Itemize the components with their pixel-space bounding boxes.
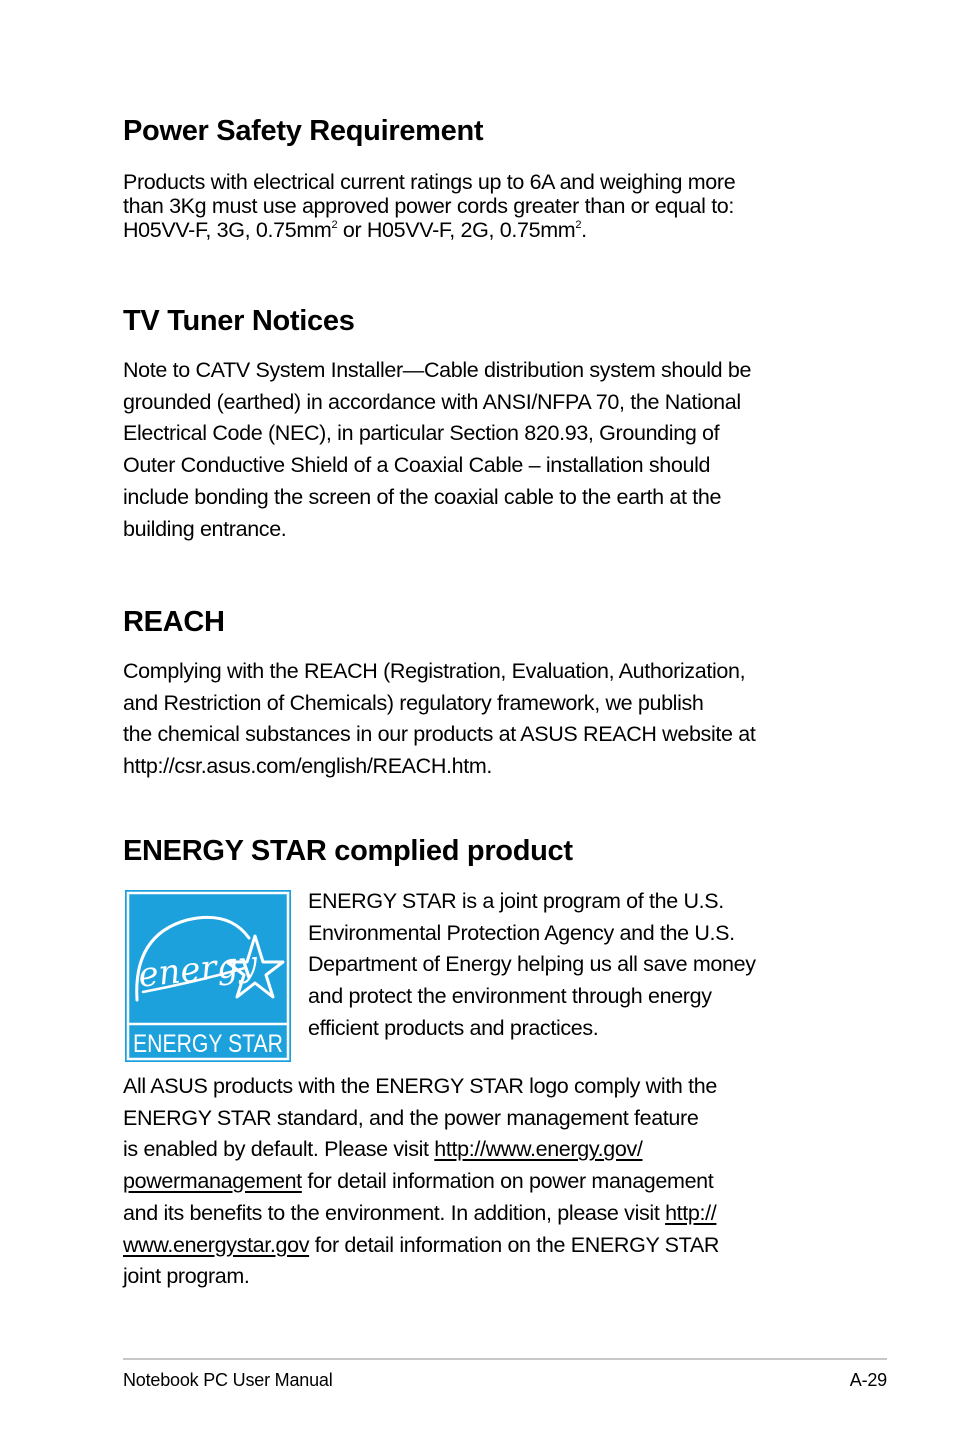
energy-body-text: and its benefits to the environment. In addition, please visit [123,1200,666,1225]
footer-page-number: A-29 [849,1370,887,1390]
power-line-3-b: or H05VV-F, 2G, 0.75mm [337,218,576,242]
tv-line: grounded (earthed) in accordance with ANSI/NFPA 70, the National [123,389,741,414]
reach-heading: REACH [123,606,225,638]
energy-star-heading: ENERGY STAR complied product [123,835,573,867]
reach-line: and Restriction of Chemicals) regulatory framework, we publish [123,690,704,715]
energy-star-logo-icon [125,890,291,1062]
energy-intro-line: ENERGY STAR is a joint program of the U.S. [308,889,724,913]
energy-body-text: for detail information on the ENERGY STAR [309,1232,720,1257]
superscript-2: 2 [331,219,338,231]
energy-gov-link-continued[interactable]: powermanagement [123,1169,302,1194]
power-line-3 [123,218,735,242]
power-line-3-a: H05VV-F, 3G, 0.75mm [123,218,332,242]
tv-line: building entrance. [123,516,287,541]
logo-label: ENERGY STAR [133,1030,283,1058]
energy-intro-line: Environmental Protection Agency and the U.S. [308,920,735,945]
energy-body-line: All ASUS products with the ENERGY STAR logo comply with the [123,1074,717,1098]
energy-star-intro [308,886,756,1045]
reach-line: http://csr.asus.com/english/REACH.htm. [123,754,493,779]
power-line-2: than 3Kg must use approved power cords greater than or equal to: [123,194,735,218]
tv-line: Note to CATV System Installer—Cable distribution system should be [123,358,752,382]
tv-tuner-heading: TV Tuner Notices [123,305,355,337]
energy-body-text: is enabled by default. Please visit [123,1137,435,1162]
energy-body-line: joint program. [123,1264,250,1289]
energy-body-line [123,1230,719,1262]
tv-line: include bonding the screen of the coaxial cable to the earth at the [123,484,722,509]
power-line-1: Products with electrical current ratings up to 6A and weighing more [123,170,736,194]
superscript-2: 2 [575,219,582,231]
reach-line: the chemical substances in our products at ASUS REACH website at [123,722,756,747]
energy-body-line [123,1134,719,1166]
power-safety-heading: Power Safety Requirement [123,115,484,147]
energy-intro-line: Department of Energy helping us all save money [308,952,756,977]
energy-gov-link[interactable]: http://www.energy.gov/ [434,1137,643,1162]
energy-body-line: ENERGY STAR standard, and the power management feature [123,1105,699,1130]
tv-line: Outer Conductive Shield of a Coaxial Cable – installation should [123,453,711,478]
energy-intro-line: and protect the environment through energy [308,984,712,1009]
power-safety-paragraph [123,170,735,242]
energy-body-line [123,1198,719,1230]
logo-script-text: energy [136,943,260,996]
energy-body-line [123,1166,719,1198]
energystar-gov-link-continued[interactable]: www.energystar.gov [123,1232,310,1257]
reach-paragraph [123,656,755,783]
energystar-gov-link[interactable]: http:// [665,1200,717,1225]
power-line-3-c: . [581,218,587,242]
tv-tuner-paragraph [123,355,751,545]
energy-body-text: for detail information on power management [301,1169,714,1194]
reach-line: Complying with the REACH (Registration, Evaluation, Authorization, [123,659,746,683]
footer-manual-title: Notebook PC User Manual [123,1370,333,1390]
energy-intro-line: efficient products and practices. [308,1015,599,1040]
footer-divider [123,1358,887,1360]
tv-line: Electrical Code (NEC), in particular Section 820.93, Grounding of [123,421,720,446]
energy-star-body [123,1071,719,1293]
